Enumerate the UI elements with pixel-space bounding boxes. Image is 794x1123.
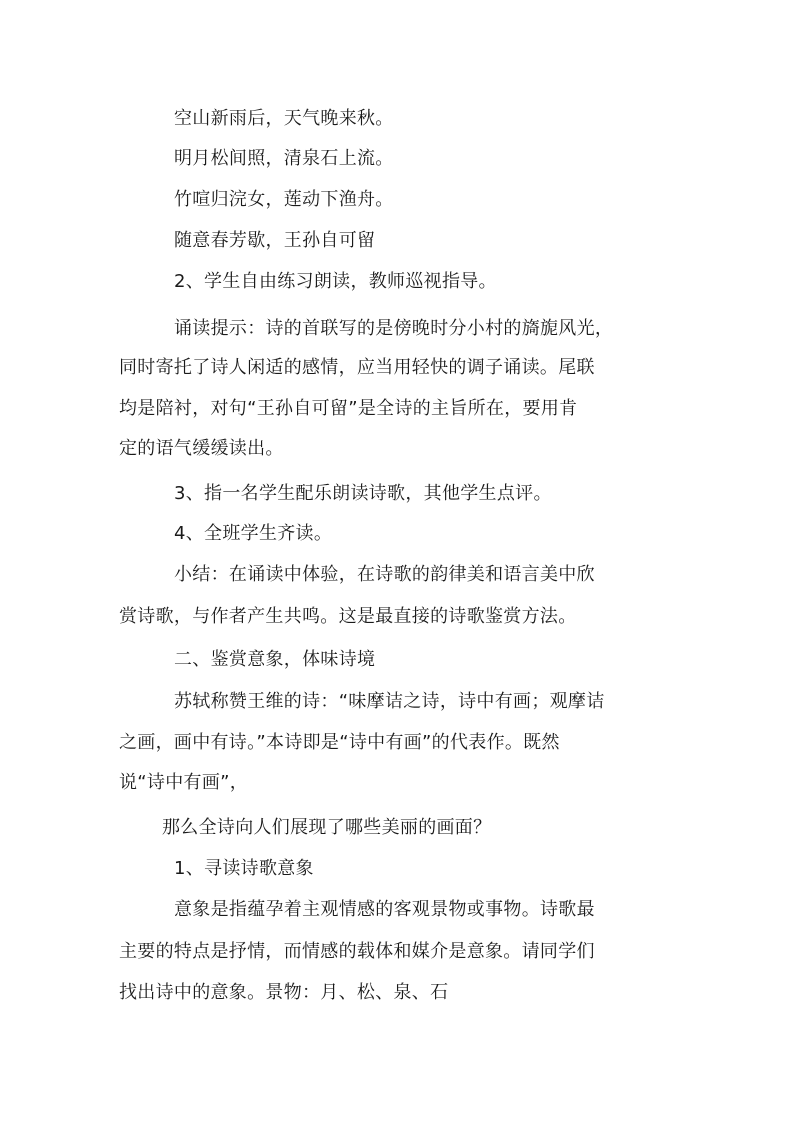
poem-line-1: 空山新雨后，天气晚来秋。: [174, 108, 394, 129]
imagery-line-2: 主要的特点是抒情，而情感的载体和媒介是意象。请同学们: [119, 941, 595, 962]
question-line: 那么全诗向人们展现了哪些美丽的画面？: [162, 817, 492, 838]
su-shi-quote-line-3: 说“诗中有画”，: [119, 772, 249, 793]
imagery-line-1: 意象是指蕴孕着主观情感的客观景物或事物。诗歌最: [174, 899, 595, 920]
recitation-tip-line-2: 同时寄托了诗人闲适的感情，应当用轻快的调子诵读。尾联: [119, 357, 595, 378]
recitation-tip-line-4: 定的语气缓缓读出。: [119, 438, 284, 459]
summary-line-2: 赏诗歌，与作者产生共鸣。这是最直接的诗歌鉴赏方法。: [119, 606, 577, 627]
step-3-text: 3、指一名学生配乐朗读诗歌，其他学生点评。: [174, 483, 552, 504]
step-2-text: 2、学生自由练习朗读，教师巡视指导。: [174, 271, 497, 292]
poem-line-3: 竹喧归浣女，莲动下渔舟。: [174, 189, 394, 210]
imagery-line-3: 找出诗中的意象。景物：月、松、泉、石: [119, 982, 449, 1003]
step-4-text: 4、全班学生齐读。: [174, 523, 333, 544]
section-2-heading: 二、鉴赏意象，体味诗境: [174, 649, 376, 670]
recitation-tip-line-3: 均是陪衬，对句“王孙自可留”是全诗的主旨所在，要用肯: [119, 398, 578, 419]
su-shi-quote-line-2: 之画，画中有诗。”本诗即是“诗中有画”的代表作。既然: [119, 732, 560, 753]
poem-line-4: 随意春芳歇，王孙自可留: [174, 230, 376, 251]
recitation-tip-line-1: 诵读提示：诗的首联写的是傍晚时分小村的旖旎风光，: [174, 318, 614, 339]
summary-line-1: 小结：在诵读中体验，在诗歌的韵律美和语言美中欣: [174, 564, 595, 585]
poem-line-2: 明月松间照，清泉石上流。: [174, 148, 394, 169]
su-shi-quote-line-1: 苏轼称赞王维的诗：“味摩诘之诗，诗中有画；观摩诘: [174, 691, 605, 712]
sub-step-1-heading: 1、寻读诗歌意象: [174, 858, 314, 879]
